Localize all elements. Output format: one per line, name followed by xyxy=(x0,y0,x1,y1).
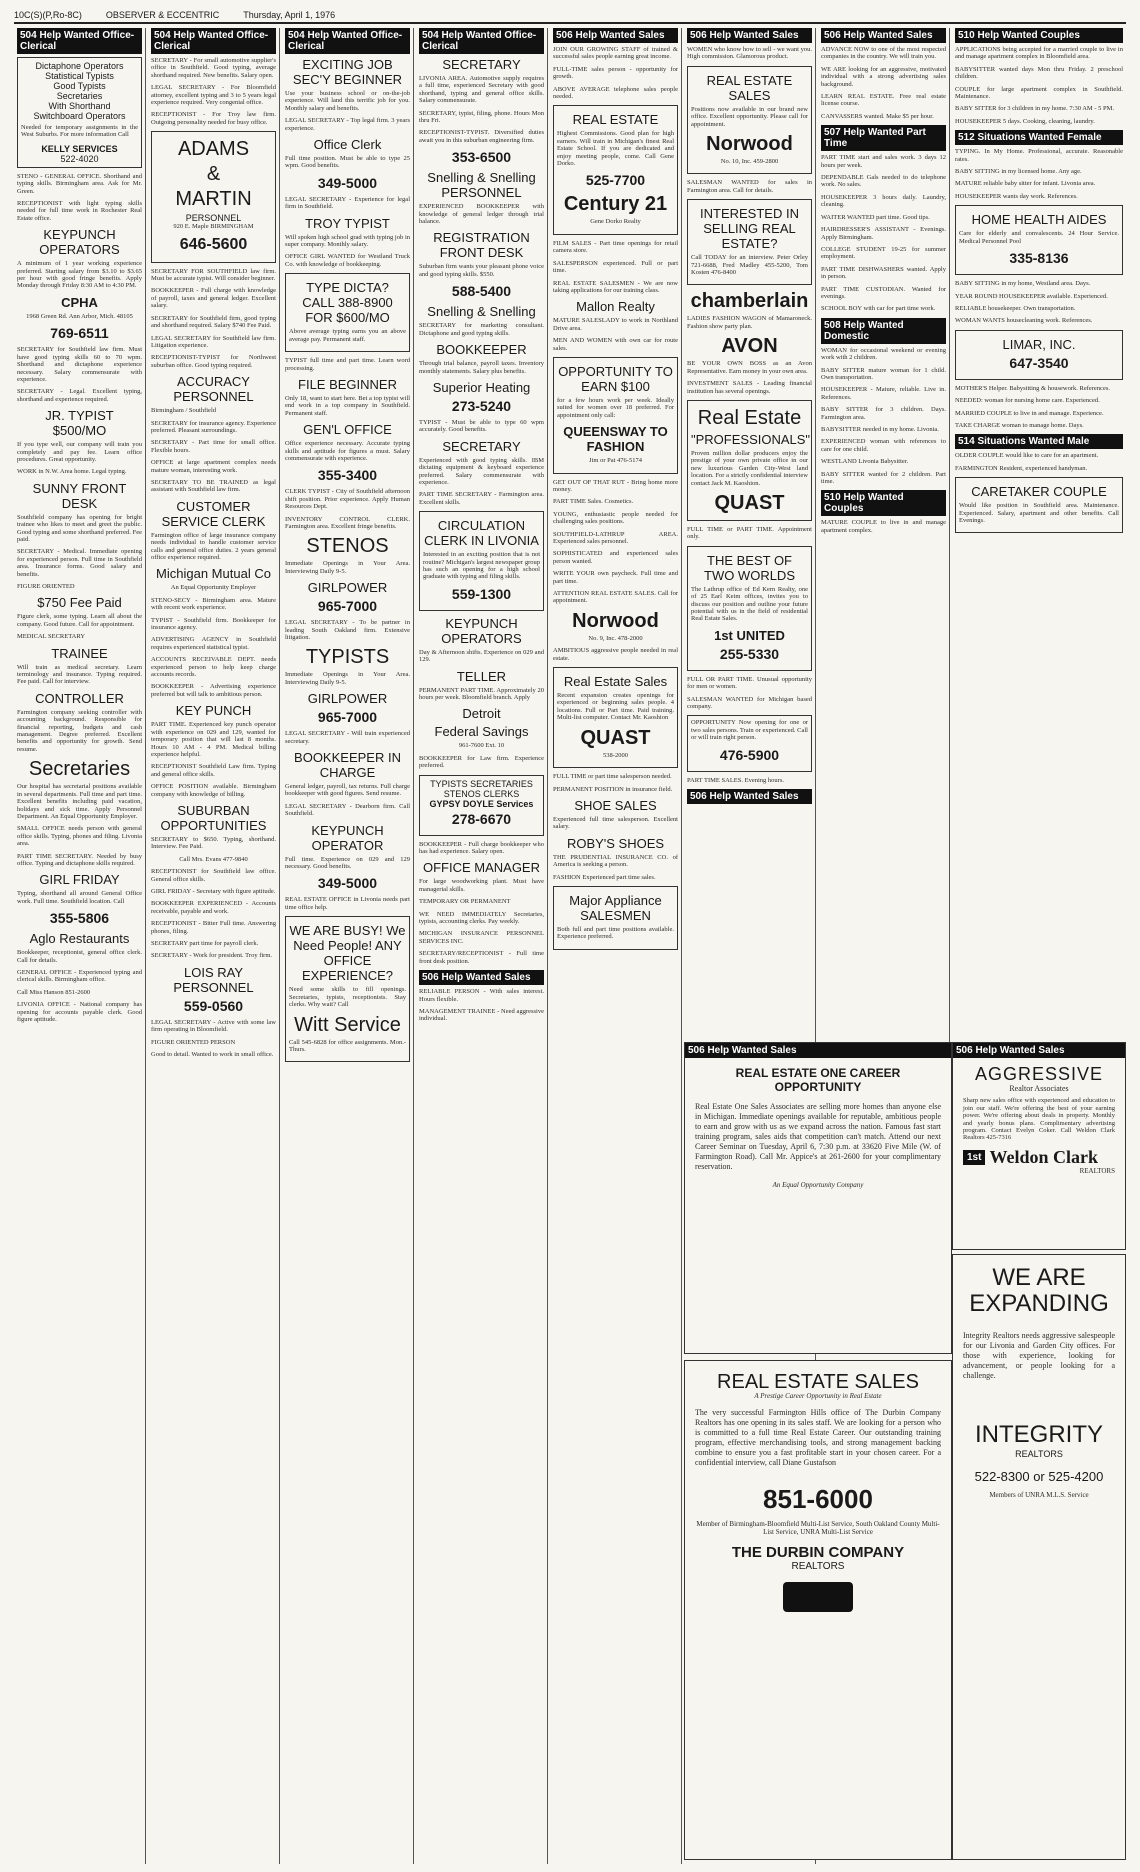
advertiser-name: Snelling & Snelling PERSONNEL xyxy=(427,170,536,201)
ad-headline: SHOE SALES xyxy=(574,797,657,813)
advertiser-name: Snelling & Snelling xyxy=(427,304,536,320)
advertiser-name: Norwood xyxy=(706,133,793,156)
phone-number: 355-5806 xyxy=(49,910,110,927)
ad-body: Integrity Realtors needs aggressive salespeople for our Livonia and Garden City offices. For those with experience, looking for advancement, or people looking for a challenge. xyxy=(963,1331,1115,1380)
durbin-logo xyxy=(783,1582,853,1612)
ad-body: Real Estate One Sales Associates are selling more homes than anyone else in Michigan. Immediate openings available for reputable, ambitious people to earn and grow with us as we expand across the nation. Famous fast start training program, sales aids that competition can't match. Attend our next Career Seminar on Tuesday, April 6, 7:30 p.m. at 33620 Five Mile (W. of Farmington Road). Call Mr. Appice's at 261-2600 for your complimentary reservation. xyxy=(695,1102,941,1171)
advertiser-name: LOIS RAY PERSONNEL xyxy=(173,964,254,995)
advertiser-name: AVON xyxy=(721,335,778,358)
first-logo-icon: 1st xyxy=(963,1150,985,1165)
ad-headline: SUBURBAN OPPORTUNITIES xyxy=(160,802,267,833)
advertiser-name: GIRLPOWER xyxy=(307,691,388,707)
section-header: 506 Help Wanted Sales xyxy=(419,970,544,985)
ad-headline: SUNNY FRONT DESK xyxy=(32,480,127,511)
ad-headline: TYPE DICTA? CALL 388-8900 FOR $600/MO xyxy=(302,280,393,326)
ad-headline: AGGRESSIVE xyxy=(974,1064,1104,1084)
advertiser-name: ROBY'S SHOES xyxy=(566,835,665,851)
column-5: 506 Help Wanted Sales JOIN OUR GROWING STAFF of trained & successful sales people earning great income. FULL-TIME sales person - opportunity for growth. ABOVE AVERAGE telephone sales people needed. REAL ESTATE Highest Commissions. Good plan for high earners. Will train in Michigan's finest Real Estate School. If you are dedicated and enjoy meeting people, come. Call Gene Dorko. 525-7700 Century 21 Gene Dorko Realty FILM SALES - Part time openings for retail camera store. SALESPERSON experienced. Full or part time. REAL ESTATE SALESMEN - We are now taking applications for our training class. Mallon Realty MATURE SALESLADY to work in Northland Drive area. MEN AND WOMEN with own car for route sales. OPPORTUNITY TO EARN $100 for a few hours work per week. Ideally suited for women over 18 preferred. For appointment only call: QUEENSWAY TO FASHION Jim or Pat 476-5174 GET OUT OF THAT RUT - Bring home more money. PART TIME Sales. Cosmetics. YOUNG, enthusiastic people needed for challenging sales positions. SOUTHFIELD-LATHRUP AREA. Experienced sales personnel. SOPHISTICATED and experienced sales person wanted. WRITE YOUR own paycheck. Full time and part time. ATTENTION REAL ESTATE SALES. Call for appointment. Norwood No. 9, Inc. 478-2000 AMBITIOUS aggressive people needed in real estate. Real Estate Sales Recent expansion creates openings for experienced or beginning sales people. 4 locations. Full or Part time. Paid training. Multi-list computer. Contact Mr. Kaoshion QUAST 538-2000 FULL TIME or part time salesperson needed. PERMANENT POSITION in insurance field. SHOE SALES Experienced full time salesperson. Excellent salary. ROBY'S SHOES THE PRUDENTIAL INSURANCE CO. of America is seeking a person. FASHION Experienced part time sales. Major Appliance SALESMEN Both full and part time positions available. Experience preferred. xyxy=(550,28,682,1864)
ad-headline: Secretaries xyxy=(28,758,131,781)
ad-headline: TROY TYPIST xyxy=(305,215,390,231)
advertiser-name: Michigan Mutual Co xyxy=(156,566,271,582)
phone-number: 646-5600 xyxy=(179,235,248,253)
advertiser-name: QUAST xyxy=(714,491,785,514)
column-7: 506 Help Wanted Sales ADVANCE NOW to one of the most respected companies in the country. We will train you. WE ARE looking for an aggressive, motivated individual with a strong advertising sales background. LEARN REAL ESTATE. Free real estate license course. CANVASSERS wanted. Make $5 per hour. 507 Help Wanted Part Time PART TIME start and sales work. 3 days 12 hours per week. DEPENDABLE Gals needed to do telephone work. No sales. HOUSEKEEPER 3 hours daily. Laundry, cleaning. WAITER WANTED part time. Good tips. HAIRDRESSER'S ASSISTANT - Evenings. Apply Birmingham. COLLEGE STUDENT 19-25 for summer employment. PART TIME DISHWASHERS wanted. Apply in person. PART TIME CUSTODIAN. Wanted for evenings. SCHOOL BOY with car for part time work. 508 Help Wanted Domestic WOMAN for occasional weekend or evening work with 2 children. BABY SITTER mature woman for 1 child. Own transportation. HOUSEKEEPER - Mature, reliable. Live in. References. BABY SITTER for 3 children. Days. Farmington area. BABYSITTER needed in my home. Livonia. EXPERIENCED woman with references to care for one child. WESTLAND Livonia Babysitter. BABY SITTER wanted for 2 children. Part time. 510 Help Wanted Couples MATURE COUPLE to live in and manage apartment complex. xyxy=(818,28,950,1070)
ad-headline: $750 Fee Paid xyxy=(37,595,122,611)
phone-number: 476-5900 xyxy=(719,746,780,763)
ad-headline: TEMPORARY OR PERMANENT xyxy=(419,898,511,906)
advertiser-name: chamberlain xyxy=(690,290,809,313)
phone-number: 522-8300 or 525-4200 xyxy=(974,1469,1104,1484)
phone-number: 769-6511 xyxy=(50,325,109,342)
phone-number: 588-5400 xyxy=(451,283,512,300)
advertiser-name: 1st UNITED xyxy=(714,627,785,643)
phone-number: 559-0560 xyxy=(183,997,244,1014)
address: No. 10, Inc. 459-2800 xyxy=(720,158,779,166)
durbin-ad: REAL ESTATE SALES A Prestige Career Opportunity in Real Estate The very successful Farmington Hills office of The Durbin Company Realtors has one opening in its sales staff. We are looking for a person who is committed to a full time Real Estate Career. Our outstanding training program, effective merchandising tools, and strong management backing combine to ensure you a fast profitable start in your chosen career. For a confidential interview, call Diane Gustafson 851-6000 Member of Birmingham-Bloomfield Multi-List Service, South Oakland County Multi-List Service, UNRA Multi-List Service THE DURBIN COMPANY REALTORS xyxy=(684,1360,952,1860)
ad-footer: An Equal Opportunity Company xyxy=(772,1181,864,1189)
caretaker-ad: CARETAKER COUPLE Would like position in Southfield area. Maintenance. Experienced. Salary, apartment and other benefits. Call Evenings. xyxy=(955,477,1123,533)
ad-headline: BOOKKEEPER IN CHARGE xyxy=(294,750,401,781)
ad-body: Sharp new sales office with experienced and education to join our staff. We're offering the best of your earning power. We're offering about deals in property. Monthly and yearly bonus plans. Complimentary advertising program. Contact Evelyn Coker. Call Weldon Clark Realtors 425-7316 xyxy=(963,1097,1115,1142)
advertiser-name: GYPSY DOYLE Services xyxy=(429,798,534,809)
kelly-ad: Dictaphone Operators Statistical Typists Good Typists Secretaries With Shorthand Switchboard Operators Needed for temporary assignments in the West Suburbs. For more information Call KELLY SERVICES 522-4020 xyxy=(17,57,142,168)
ad-headline: BOOKKEEPER xyxy=(436,342,527,358)
type-dicta-ad: TYPE DICTA? CALL 388-8900 FOR $600/MO Above average typing earns you an above average pay. Permanent staff. xyxy=(285,273,410,352)
phone-number: 851-6000 xyxy=(763,1484,873,1515)
ad-headline: HOME HEALTH AIDES xyxy=(971,212,1107,228)
ad-line: With Shorthand xyxy=(48,101,111,111)
contact-line: Jim or Pat 476-5174 xyxy=(589,457,642,465)
section-header: 510 Help Wanted Couples xyxy=(955,28,1123,43)
page-number: 10C(S)(P,Ro-8C) xyxy=(14,10,82,20)
advertiser-name: ADAMS xyxy=(177,138,250,161)
advertiser-name: Norwood xyxy=(572,609,659,632)
contact-line: Call Miss Hanson 851-2600 xyxy=(17,988,91,996)
opportunity-ad: OPPORTUNITY TO EARN $100 for a few hours work per week. Ideally suited for women over 18 preferred. For appointment only call: QUEENSWAY TO FASHION Jim or Pat 476-5174 xyxy=(553,357,678,474)
phone-number: 538-2000 xyxy=(603,751,628,759)
phone-number: 255-5330 xyxy=(719,645,780,662)
page-header xyxy=(14,6,1126,24)
ad-headline: REAL ESTATE xyxy=(572,112,659,128)
advertiser-name: Witt Service xyxy=(294,1013,401,1036)
professionals-ad: Real Estate "PROFESSIONALS" Proven million dollar producers enjoy the prestige of your own private office in our new luxurious Garden City-West land location. For a strictly confidential interview contact Jack M. Kaoshion. QUAST xyxy=(687,400,812,521)
column-6: 506 Help Wanted Sales WOMEN who know how to sell - we want you. High commission. Glamorous product. REAL ESTATE SALES Positions now available in our brand new office. Excellent opportunity. Please call for appointment. Norwood No. 10, Inc. 459-2800 SALESMAN WANTED for sales in Farmington area. Call for details. INTERESTED IN SELLING REAL ESTATE? Call TODAY for an interview. Peter Orley 721-6688, Fred Madley 455-5200, Tom Kosten 476-8400 chamberlain LADIES FASHION WAGON of Mamaroneck. Fashion show party plan. AVON BE YOUR OWN BOSS as an Avon Representative. Earn money in your own area. INVESTMENT SALES - Leading financial institution has several openings. Real Estate "PROFESSIONALS" Proven million dollar producers enjoy the prestige of your own private office in our new luxurious Garden City-West land location. For a strictly confidential interview contact Jack M. Kaoshion. QUAST FULL TIME or PART TIME. Appointment only. THE BEST OF TWO WORLDS The Lathrup office of Ed Kern Realty, one of 25 Earl Keim offices, invites you to discuss our position and outline your future potential with us in the field of residential Real Estate Sales. 1st UNITED 255-5330 FULL OR PART TIME. Unusual opportunity for men or women. SALESMAN WANTED for Michigan based company. OPPORTUNITY Now opening for one or two sales persons. Train or experienced. Call or will train right person. 476-5900 PART TIME SALES. Evening hours. 506 Help Wanted Sales xyxy=(684,28,816,1864)
ad-headline: KEYPUNCH OPERATORS xyxy=(39,227,120,258)
phone-number: 349-5000 xyxy=(317,875,378,892)
ad-headline: THE BEST OF TWO WORLDS xyxy=(704,552,795,583)
advertiser-name: Detroit xyxy=(462,706,501,722)
section-header: 514 Situations Wanted Male xyxy=(955,434,1123,449)
membership: Members of UNRA M.L.S. Service xyxy=(989,1491,1089,1499)
ad-headline: Real Estate xyxy=(697,406,802,429)
ad-headline: REAL ESTATE SALES xyxy=(717,1371,919,1393)
ad-subtitle: A Prestige Career Opportunity in Real Estate xyxy=(754,1392,882,1400)
ad-line: Dictaphone Operators xyxy=(35,61,124,71)
ad-headline: FILE BEGINNER xyxy=(298,376,397,392)
limar-ad xyxy=(955,330,1123,380)
advertiser-name: ACCURACY PERSONNEL xyxy=(173,374,254,405)
address: 920 E. Maple BIRMINGHAM xyxy=(173,223,254,231)
real-estate-sales-ad: Real Estate Sales Recent expansion creates openings for experienced or beginning sales people. 4 locations. Full or Part time. Paid training. Multi-list computer. Contact Mr. Kaoshion QUAST 538-2000 xyxy=(553,667,678,768)
gypsy-ad xyxy=(419,775,544,836)
ad-headline: REGISTRATION FRONT DESK xyxy=(433,230,530,261)
interested-ad: INTERESTED IN SELLING REAL ESTATE? Call TODAY for an interview. Peter Orley 721-6688, Fred Madley 455-5200, Tom Kosten 476-8400 xyxy=(687,199,812,285)
advertiser-name: QUAST xyxy=(580,726,651,749)
ad-headline: Major Appliance SALESMEN xyxy=(569,892,662,923)
ad-headline: TYPISTS SECRETARIES STENOS CLERKS xyxy=(430,778,533,799)
phone-number: 647-3540 xyxy=(1009,354,1069,371)
column-4: 504 Help Wanted Office-Clerical SECRETARY LIVONIA AREA. Automotive supply requires a full time, experienced Secretary with good shorthand, typing and general office skills. Salary commensurate. SECRETARY, typist, filing, phone. Hours Mon thru Fri. RECEPTIONIST-TYPIST. Diversified duties await you in this suburban engineering firm. 353-6500 Snelling & Snelling PERSONNEL EXPERIENCED BOOKKEEPER with knowledge of general ledger through trial balance. REGISTRATION FRONT DESK Suburban firm wants your pleasant phone voice and good typing skills. $550. 588-5400 Snelling & Snelling SECRETARY for marketing consultant. Dictaphone and good typing skills. BOOKKEEPER Through trial balance, payroll taxes. Inventory monthly statements. Salary plus benefits. Superior Heating 273-5240 TYPIST - Must be able to type 60 wpm accurately. Good benefits. SECRETARY Experienced with good typing skills. IBM dictating equipment & keyboard experience preferred. Salary commensurate with experience. PART TIME SECRETARY - Farmington area. Excellent skills. CIRCULATION CLERK IN LIVONIA Interested in an exciting position that is not routine? Michigan's largest newspaper group has such an opening for a high school graduate with typing and filing skills. 559-1300 KEYPUNCH OPERATORS Day & Afternoon shifts. Experience on 029 and 129. TELLER PERMANENT PART TIME. Approximately 20 hours per week. Bloomfield branch. Apply Detroit Federal Savings 961-7600 Ext. 10 BOOKKEEPER for Law firm. Experience preferred. TYPISTS SECRETARIES STENOS CLERKS GYPSY DOYLE Services 278-6670 BOOKKEEPER - Full charge bookkeeper who has had experience. Salary open. OFFICE MANAGER For large woodworking plant. Must have managerial skills. TEMPORARY OR PERMANENT WE NEED IMMEDIATELY Secretaries, typists, accounting clerks. Pay weekly. MICHIGAN INSURANCE PERSONNEL SERVICES INC. SECRETARY/RECEPTIONIST - Full time front desk position. 506 Help Wanted Sales RELIABLE PERSON - With sales interest. Hours flexible. MANAGEMENT TRAINEE - Need aggressive individual. xyxy=(416,28,548,1864)
phone-number: 349-5000 xyxy=(317,174,378,191)
weldon-clark-ad: 506 Help Wanted Sales AGGRESSIVE Realtor Associates Sharp new sales office with experienced and education to join our staff. We're offering the best of your earning power. We're offering about deals in property. Monthly and yearly bonus plans. Complimentary advertising program. Contact Evelyn Coker. Call Weldon Clark Realtors 425-7316 1st Weldon Clark REALTORS xyxy=(952,1042,1126,1250)
address: No. 9, Inc. 478-2000 xyxy=(588,634,643,642)
ad-headline: GIRL FRIDAY xyxy=(39,872,120,888)
real-estate-ad: REAL ESTATE Highest Commissions. Good plan for high earners. Will train in Michigan's finest Real Estate School. If you are dedicated and enjoy meeting people, come. Call Gene Dorko. 525-7700 Century 21 Gene Dorko Realty xyxy=(553,105,678,234)
phone-number: 522-4020 xyxy=(60,153,99,164)
real-estate-one-ad: 506 Help Wanted Sales REAL ESTATE ONE CAREER OPPORTUNITY Real Estate One Sales Associates are selling more homes than anyone else in Michigan. Immediate openings available for reputable, ambitious people to earn and grow with us as we expand across the nation. Famous fast start training program, sales aids that competition can't match. Attend our next Career Seminar on Tuesday, April 6, 7:30 p.m. at 33620 Five Mile (W. of Farmington Road). Call Mr. Appice's at 261-2600 for your complimentary reservation. An Equal Opportunity Company xyxy=(684,1042,952,1354)
phone-number: 961-7600 Ext. 10 xyxy=(458,742,505,750)
phone-number: 559-1300 xyxy=(451,585,512,602)
ad-headline: REAL ESTATE ONE CAREER OPPORTUNITY xyxy=(735,1066,901,1094)
ad-headline: INTERESTED IN SELLING REAL ESTATE? xyxy=(700,206,799,252)
ad-headline: JR. TYPIST $500/MO xyxy=(45,408,114,439)
ad-headline: REAL ESTATE SALES xyxy=(706,72,793,103)
section-header: 504 Help Wanted Office-Clerical xyxy=(285,28,410,54)
issue-date: Thursday, April 1, 1976 xyxy=(243,10,336,20)
ad-headline: WE ARE xyxy=(992,1264,1086,1291)
advertiser-name: KELLY SERVICES xyxy=(41,143,118,154)
phone-number: 278-6670 xyxy=(451,810,512,827)
advertiser-name: Aglo Restaurants xyxy=(29,931,130,947)
ad-line: Switchboard Operators xyxy=(33,111,126,121)
column-1: 504 Help Wanted Office-Clerical Dictaphone Operators Statistical Typists Good Typists Secretaries With Shorthand Switchboard Operators Needed for temporary assignments in the West Suburbs. For more information Call KELLY SERVICES 522-4020 STENO - GENERAL OFFICE. Shorthand and typing skills. Birmingham area. Ask for Mr. Green. RECEPTIONIST with light typing skills needed for full time work in Rochester Real Estate office. KEYPUNCH OPERATORS A minimum of 1 year working experience preferred. Starting salary from $3.10 to $3.65 per hour with good fringe benefits. Apply Monday through Friday 8:30 AM to 4:30 PM. CPHA 1968 Green Rd. Ann Arbor, Mich. 48105 769-6511 SECRETARY for Southfield law firm. Must have good typing skills 60 to 70 wpm. Shorthand and dictaphone experience necessary. Salary commensurate with experience. SECRETARY - Legal. Excellent typing, shorthand and experience required. JR. TYPIST $500/MO If you type well, our company will train you completely and pay fee. Learn office procedures. Great opportunity. WORK in N.W. Area home. Legal typing. SUNNY FRONT DESK Southfield company has opening for bright trainee who likes to meet and greet the public. Good typing and some shorthand preferred. Fee paid. SECRETARY - Medical. Immediate opening for experienced person. Full time in Southfield area. Insurance forms. Good salary and benefits. FIGURE ORIENTED $750 Fee Paid Figure clerk, some typing. Learn all about the company. Good future. Call for appointment. MEDICAL SECRETARY TRAINEE Will train as medical secretary. Learn terminology and insurance. Typing required. Fee paid. Call for interview. CONTROLLER Farmington company seeking controller with accounting background. Responsible for financial reporting, budgets and cash management. Degree preferred. Excellent benefits and opportunity for growth. Send resume. Secretaries Our hospital has secretarial positions available in several departments. Full time and part time. Excellent benefits including paid vacation, holidays and sick time. Apply Personnel Department. An Equal Opportunity Employer. SMALL OFFICE needs person with general office skills. Typing, phones and filing. Livonia area. PART TIME SECRETARY. Needed by busy office. Typing and dictaphone skills required. GIRL FRIDAY Typing, shorthand all around General Office work. Full time. Southfield location. Call 355-5806 Aglo Restaurants Bookkeeper, receptionist, general office clerk. Call for details. GENERAL OFFICE - Experienced typing and clerical skills. Birmingham office. Call Miss Hanson 851-2600 LIVONIA OFFICE - National company has opening for accounts payable clerk. Good figure aptitude. xyxy=(14,28,146,1864)
section-header: 506 Help Wanted Sales xyxy=(953,1043,1125,1058)
phone-number: 965-7000 xyxy=(317,598,378,615)
ad-line: Statistical Typists xyxy=(45,71,114,81)
ad-headline: FIGURE ORIENTED PERSON xyxy=(151,1038,236,1046)
column-3: 504 Help Wanted Office-Clerical EXCITING JOB SEC'Y BEGINNER Use your business school or on-the-job experience. Will land this terrific job for you. Monthly salary and benefits. LEGAL SECRETARY - Top legal firm. 3 years experience. Office Clerk Full time position. Must be able to type 25 wpm. Good benefits. 349-5000 LEGAL SECRETARY - Experience for legal firm in Southfield. TROY TYPIST Will spoken high school grad with typing job in super company. Monthly salary. OFFICE GIRL WANTED for Westland Truck Co. with knowledge of bookkeeping. TYPE DICTA? CALL 388-8900 FOR $600/MO Above average typing earns you an above average pay. Permanent staff. TYPIST full time and part time. Learn word processing. FILE BEGINNER Only 18, want to start here. Bet a top typist will end work in a top company in Southfield. Permanent staff. GEN'L OFFICE Office experience necessary. Accurate typing skills and aptitude for figures a must. Salary commensurate with experience. 355-3400 CLERK TYPIST - City of Southfield afternoon shift position. Prior experience. Apply Human Resources Dept. INVENTORY CONTROL CLERK. Farmington area. Excellent fringe benefits. STENOS Immediate Openings in Your Area. Interviewing Daily 9-5. GIRLPOWER 965-7000 LEGAL SECRETARY - To be partner in leading South Oakland firm. Extensive litigation. TYPISTS Immediate Openings in Your Area. Interviewing Daily 9-5. GIRLPOWER 965-7000 LEGAL SECRETARY - Will train experienced secretary. BOOKKEEPER IN CHARGE General ledger, payroll, tax returns. Full charge bookkeeper with good figures. Send resume. LEGAL SECRETARY - Dearborn firm. Call Southfield. KEYPUNCH OPERATOR Full time. Experience on 029 and 129 necessary. Good benefits. 349-5000 REAL ESTATE OFFICE in Livonia needs part time office help. WE ARE BUSY! We Need People! ANY OFFICE EXPERIENCE? Need some skills to fill openings. Secretaries, typists, receptionists. Stay clerks. Why wait? Call Witt Service Call 545-6828 for office assignments. Mon.-Thurs. xyxy=(282,28,414,1864)
contact-line: Call Mrs. Evans 477-9840 xyxy=(179,855,248,863)
advertiser-name: LIMAR, INC. xyxy=(1002,336,1076,352)
ad-line: Good Typists xyxy=(53,81,106,91)
section-header: 510 Help Wanted Couples xyxy=(821,490,946,516)
ad-headline: KEYPUNCH OPERATORS xyxy=(441,615,522,646)
column-8: 510 Help Wanted Couples APPLICATIONS being accepted for a married couple to live in and manage apartment complex in Bloomfield area. BABYSITTER wanted days Mon thru Friday. 2 preschool children. COUPLE for large apartment complex in Southfield. Maintenance. BABY SITTER for 3 children in my home. 7:30 AM - 5 PM. HOUSEKEEPER 5 days. Cooking, cleaning, laundry. 512 Situations Wanted Female TYPING. In My Home. Professional, accurate. Reasonable rates. BABY SITTING in my licensed home. Any age. MATURE reliable baby sitter for infant. Livonia area. HOUSEKEEPER wants day work. References. HOME HEALTH AIDES Care for elderly and convalescents. 24 Hour Service. Medical Personnel Pool 335-8136 BABY SITTING in my home, Westland area. Days. YEAR ROUND HOUSEKEEPER available. Experienced. RELIABLE housekeeper. Own transportation. WOMAN WANTS housecleaning work. References. LIMAR, INC. 647-3540 MOTHER'S Helper. Babysitting & housework. References. NEEDED: woman for nursing home care. Experienced. MARRIED COUPLE to live in and manage. Experience. TAKE CHARGE woman to manage home. Days. 514 Situations Wanted Male OLDER COUPLE would like to care for an apartment. FARMINGTON Resident, experienced handyman. CARETAKER COUPLE Would like position in Southfield area. Maintenance. Experienced. Salary, apartment and other benefits. Call Evenings. xyxy=(952,28,1126,1070)
ad-headline: KEYPUNCH OPERATOR xyxy=(311,822,384,853)
phone-number: 965-7000 xyxy=(317,709,378,726)
ad-headline: SECRETARY xyxy=(442,438,521,454)
phone-number: 525-7700 xyxy=(585,172,646,189)
advertiser-name: Weldon Clark xyxy=(989,1146,1098,1167)
ad-headline: TYPISTS xyxy=(305,646,390,669)
phone-number: 273-5240 xyxy=(451,397,512,414)
major-appliance-ad: Major Appliance SALESMEN Both full and part time positions available. Experience preferred. xyxy=(553,886,678,950)
ad-headline: GEN'L OFFICE xyxy=(303,422,392,438)
paper-name: OBSERVER & ECCENTRIC xyxy=(105,10,220,20)
advertiser-name: QUEENSWAY TO FASHION xyxy=(563,424,668,455)
ad-headline: EXCITING JOB SEC'Y BEGINNER xyxy=(292,57,403,87)
ad-headline: STENOS xyxy=(306,535,389,558)
advertiser-name: GIRLPOWER xyxy=(307,580,388,596)
norwood-opportunity-ad: OPPORTUNITY Now opening for one or two sales persons. Train or experienced. Call or will train right person. 476-5900 xyxy=(687,715,812,771)
ad-headline: OPPORTUNITY TO EARN $100 xyxy=(558,363,673,394)
advertiser-name: CPHA xyxy=(61,294,98,310)
adams-martin-ad: ADAMS & MARTIN PERSONNEL 920 E. Maple BIRMINGHAM 646-5600 xyxy=(151,131,276,262)
busy-ad: WE ARE BUSY! We Need People! ANY OFFICE EXPERIENCE? Need some skills to fill openings. Secretaries, typists, receptionists. Stay clerks. Why wait? Call Witt Service Call 545-6828 for office assignments. Mon.-Thurs. xyxy=(285,916,410,1062)
ad-headline: KEY PUNCH xyxy=(175,703,252,719)
advertiser-name: Century 21 xyxy=(563,193,668,216)
ad-body: The very successful Farmington Hills office of The Durbin Company Realtors has one opening in its sales staff. We are looking for a person who is committed to a full time Real Estate Career. Our outstanding training program, effective merchandising tools, and strong management backing combine to ensure you a fast profitable start in your chosen career. For a confidential interview, call Diane Gustafson xyxy=(695,1408,941,1468)
advertiser-name: Mallon Realty xyxy=(576,299,655,315)
ad-line: Secretaries xyxy=(56,91,103,101)
ad-headline: TELLER xyxy=(456,668,507,684)
circulation-ad: CIRCULATION CLERK IN LIVONIA Interested in an exciting position that is not routine? Michigan's largest newspaper group has such an opening for a high school graduate with typing and filing skills. 559-1300 xyxy=(419,511,544,611)
section-header: 504 Help Wanted Office-Clerical xyxy=(419,28,544,54)
section-header: 508 Help Wanted Domestic xyxy=(821,318,946,344)
section-header: 506 Help Wanted Sales xyxy=(553,28,678,43)
address: 1968 Green Rd. Ann Arbor, Mich. 48105 xyxy=(26,312,133,320)
ad-headline: CUSTOMER SERVICE CLERK xyxy=(161,498,266,529)
section-header: 512 Situations Wanted Female xyxy=(955,130,1123,145)
phone-number: 355-3400 xyxy=(317,467,378,484)
advertiser-name: Superior Heating xyxy=(432,379,531,395)
section-header: 504 Help Wanted Office-Clerical xyxy=(151,28,276,54)
ad-headline: WE ARE BUSY! We Need People! ANY OFFICE EXPERIENCE? xyxy=(289,923,406,984)
ad-headline: EXPANDING xyxy=(969,1290,1109,1317)
section-header: 506 Help Wanted Sales xyxy=(821,28,946,43)
section-header: 506 Help Wanted Sales xyxy=(687,789,812,804)
home-health-ad: HOME HEALTH AIDES Care for elderly and convalescents. 24 Hour Service. Medical Personnel Pool 335-8136 xyxy=(955,205,1123,275)
advertiser-name: INTEGRITY xyxy=(974,1421,1103,1448)
ad-headline: OFFICE MANAGER xyxy=(422,860,540,876)
integrity-ad: WE ARE EXPANDING Integrity Realtors needs aggressive salespeople for our Livonia and Garden City offices. For those with experience, looking for advancement, or people looking for a challenge. INTEGRITY REALTORS 522-8300 or 525-4200 Members of UNRA M.L.S. Service xyxy=(952,1254,1126,1860)
phone-number: 335-8136 xyxy=(1009,250,1069,267)
ad-headline: Real Estate Sales xyxy=(563,674,668,690)
ad-headline: TRAINEE xyxy=(51,645,108,661)
ad-headline: SECRETARY xyxy=(442,57,521,72)
phone-number: 353-6500 xyxy=(451,149,512,166)
re-sales-ad: REAL ESTATE SALES Positions now available in our brand new office. Excellent opportunity. Please call for appointment. Norwood No. 10, Inc. 459-2800 xyxy=(687,66,812,175)
ad-headline: Office Clerk xyxy=(313,137,382,153)
two-worlds-ad: THE BEST OF TWO WORLDS The Lathrup office of Ed Kern Realty, one of 25 Earl Keim offices, invites you to discuss our position and outline your future potential with us in the field of residential Real Estate Sales. 1st UNITED 255-5330 xyxy=(687,546,812,671)
section-header: 504 Help Wanted Office-Clerical xyxy=(17,28,142,54)
ad-headline: CIRCULATION CLERK IN LIVONIA xyxy=(424,518,539,549)
column-2: 504 Help Wanted Office-Clerical SECRETARY - For small automotive supplier's office in Southfield. Good typing, average shorthand required. New benefits. Salary open. LEGAL SECRETARY - For Bloomfield attorney, excellent typing and 3 to 5 years legal experience required. Very congenial office. RECEPTIONIST - For Troy law firm. Outgoing personality needed for busy office. ADAMS & MARTIN PERSONNEL 920 E. Maple BIRMINGHAM 646-5600 SECRETARY FOR SOUTHFIELD law firm. Must be accurate typist. Will consider beginner. BOOKKEEPER - Full charge with knowledge of payroll, taxes and general ledger. Excellent salary. SECRETARY for Southfield firm, good typing and shorthand required. Salary $740 Fee Paid. LEGAL SECRETARY for Southfield law firm. Litigation experience. RECEPTIONIST-TYPIST for Northwest suburban office. Good typing required. ACCURACY PERSONNEL Birmingham / Southfield SECRETARY for insurance agency. Experience preferred. Pleasant surroundings. SECRETARY - Part time for small office. Flexible hours. OFFICE at large apartment complex needs mature woman, interesting work. SECRETARY TO BE TRAINED as legal assistant with Southfield law firm. CUSTOMER SERVICE CLERK Farmington office of large insurance company needs individual to handle customer service calls and general office duties. 2 years general office experience required. Michigan Mutual Co An Equal Opportunity Employer STENO-SECY - Birmingham area. Mature with recent work experience. TYPIST - Southfield firm. Bookkeeper for insurance agency. ADVERTISING AGENCY in Southfield requires experienced statistical typist. ACCOUNTS RECEIVABLE DEPT. needs experienced person to help keep charge accounts records. BOOKKEEPER - Advertising experience preferred but will talk to ambitious person. KEY PUNCH PART TIME. Experienced key punch operator with experience on 029 and 129, wanted for temporary position that will last 8 months. Hours 10 AM - 4 PM. Medical billing experience helpful. RECEPTIONIST Southfield Law firm. Typing and general office skills. OFFICE POSITION available. Birmingham company with knowledge of billing. SUBURBAN OPPORTUNITIES SECRETARY to $650. Typing, shorthand. Interview. Fee Paid. Call Mrs. Evans 477-9840 RECEPTIONIST for Southfield law office. General office skills. GIRL FRIDAY - Secretary with figure aptitude. BOOKKEEPER EXPERIENCED - Accounts receivable, payable and work. RECEPTIONIST - Bitter Full time. Answering phones, filing. SECRETARY part time for payroll clerk. SECRETARY - Work for president. Troy firm. LOIS RAY PERSONNEL 559-0560 LEGAL SECRETARY - Active with some law firm operating in Bloomfield. FIGURE ORIENTED PERSON Good to detail. Wanted to work in small office. xyxy=(148,28,280,1864)
ad-headline: CONTROLLER xyxy=(35,690,124,706)
section-header: 506 Help Wanted Sales xyxy=(687,28,812,43)
membership: Member of Birmingham-Bloomfield Multi-List Service, South Oakland County Multi-List Service, UNRA Multi-List Service xyxy=(696,1520,940,1536)
ad-headline: CARETAKER COUPLE xyxy=(971,484,1107,500)
section-header: 507 Help Wanted Part Time xyxy=(821,125,946,151)
advertiser-name: THE DURBIN COMPANY xyxy=(731,1544,905,1562)
advertiser-name: Federal Savings xyxy=(434,724,529,740)
